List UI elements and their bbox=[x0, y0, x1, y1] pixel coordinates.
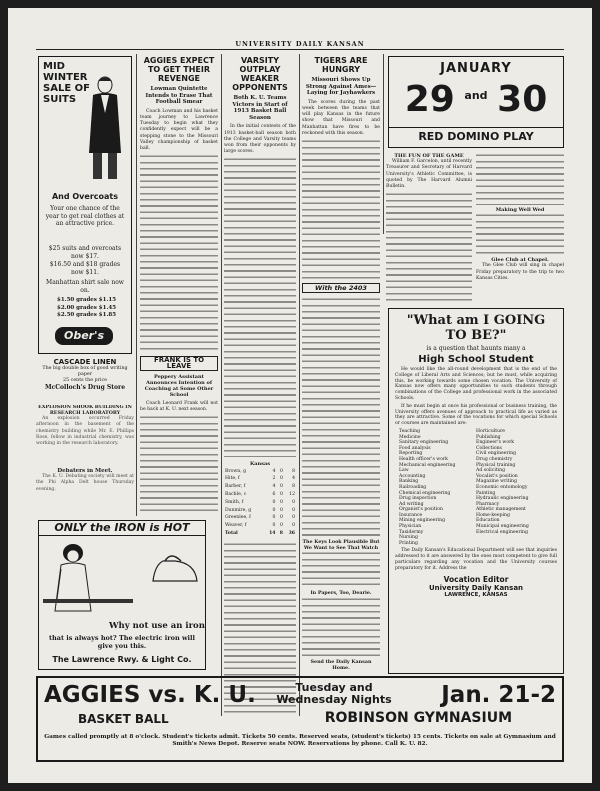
vocation-item: Chemical engineering bbox=[399, 490, 451, 496]
iron-tagline: that is always hot? The electric iron will give you this. bbox=[49, 634, 195, 650]
box-score-cell: 0 bbox=[279, 484, 283, 490]
newspaper-page bbox=[8, 8, 592, 783]
making-well-text bbox=[476, 213, 564, 255]
vocation-item: Publishing bbox=[476, 434, 501, 440]
box-score-row bbox=[224, 522, 296, 530]
tigers-deck: Missouri Shows Up Strong Against Ames—Laying for Jayhawkers bbox=[305, 77, 377, 97]
glee-headline: Glee Club at Chapel. bbox=[491, 257, 549, 264]
vocation-item: Reporting bbox=[399, 451, 423, 457]
cascade-title: CASCADE LINEN bbox=[53, 358, 117, 366]
keys-headline: The Keys Look Plausible But We Want to See That Watch bbox=[302, 539, 380, 551]
box-score-cell: 0 bbox=[279, 507, 283, 513]
varsity-article bbox=[224, 56, 296, 716]
vocation-item: Banking bbox=[399, 479, 419, 485]
frank-headline: FRANK IS TO LEAVE bbox=[140, 356, 218, 370]
vocation-item: Vocalist's position bbox=[476, 473, 518, 479]
box-score-cell: 4 bbox=[292, 476, 295, 482]
box-score-cell: 0 bbox=[272, 515, 276, 521]
shirt-price-item: $2.50 grades $1.85 bbox=[57, 312, 117, 318]
tigers-article bbox=[302, 56, 380, 716]
aggies-lead: Coach Lowman and his basket team journey to Lawrence Tuesday to begin what they confidently expect will be a stepping stone to the Missouri Valley championship of basket ball. bbox=[140, 108, 218, 151]
send-kansan-home: Send the Daily Kansan Home. bbox=[310, 658, 372, 671]
box-score-cell: 4 bbox=[272, 468, 276, 474]
hs-emphasis: High School Student bbox=[418, 354, 534, 365]
explosion-lead: An explosion occurred Friday afternoon in the basement of the chemistry building while Mr. E. Phillips Rose, fellow in industrial chemistry, was working in the research laboratory. bbox=[36, 416, 134, 446]
shirt-price-item: $2.00 grades $1.45 bbox=[57, 304, 117, 311]
frank-lead: Coach Leonard Frank will not be back at K. U. next season. bbox=[140, 400, 218, 412]
vocation-item: Mechanical engineering bbox=[399, 462, 456, 468]
woman-ironing-illustration-icon bbox=[43, 539, 133, 619]
banner-dates: Jan. 21-2 bbox=[441, 682, 556, 708]
vocation-item: Accounting bbox=[399, 473, 426, 479]
box-score-table bbox=[224, 468, 296, 538]
box-score-cell: Dunmire, g bbox=[225, 507, 252, 513]
hs-paper: University Daily Kansan bbox=[428, 583, 524, 592]
box-score-cell: Brown, g bbox=[225, 468, 247, 474]
banner-headline: AGGIES vs. K. U. bbox=[44, 682, 256, 708]
vocation-item: Economic entomology bbox=[476, 484, 528, 490]
box-score-cell: 0 bbox=[279, 468, 283, 474]
vocation-item: Printing bbox=[399, 540, 418, 546]
glee-text: The Glee Club will sing in chapel Friday preparatory to the trip to two Kansas Cities. bbox=[476, 263, 564, 281]
box-score-cell: 0 bbox=[272, 499, 276, 505]
notes-column bbox=[476, 153, 564, 303]
vocation-item: Nursing bbox=[399, 535, 418, 541]
electric-iron-ad bbox=[38, 520, 206, 670]
box-score-cell: Hite, f bbox=[225, 476, 240, 482]
column-divider bbox=[136, 54, 137, 516]
box-score-cell: Bachle, c bbox=[225, 491, 247, 497]
box-score-cell: Barber, f bbox=[225, 484, 246, 490]
vocation-item: Athletic management bbox=[476, 507, 526, 513]
dearie-headline: In Papers, Too, Dearie. bbox=[310, 590, 372, 597]
aggies-body-text bbox=[140, 154, 218, 350]
keys-text bbox=[302, 551, 380, 587]
vocation-item: Pharmacy bbox=[476, 501, 500, 507]
vocation-item: Taxidermy bbox=[399, 529, 424, 535]
vocation-item: Health officer's work bbox=[399, 456, 448, 462]
box-score-row bbox=[224, 499, 296, 507]
banner-nights: Tuesday and Wednesday Nights bbox=[276, 681, 392, 706]
overcoats-label: And Overcoats bbox=[51, 192, 118, 201]
vocation-item: Sanitary engineering bbox=[399, 440, 449, 446]
debaters-headline: Debaters in Meet. bbox=[57, 468, 113, 474]
red-domino-ad bbox=[388, 56, 564, 148]
box-score-cell: Smith, f bbox=[225, 499, 244, 505]
box-score-cell: 0 bbox=[272, 507, 276, 513]
box-score-cell: 0 bbox=[292, 515, 295, 521]
box-score-cell: 0 bbox=[279, 476, 283, 482]
vocation-item: Education bbox=[476, 518, 500, 524]
hs-intro: is a question that haunts many a bbox=[426, 345, 526, 352]
box-score-cell: 0 bbox=[279, 515, 283, 521]
vocation-item: Home-keeping bbox=[476, 512, 510, 518]
vocation-list-left bbox=[399, 429, 476, 546]
vocation-list bbox=[389, 427, 563, 548]
box-score-cell: 0 bbox=[292, 523, 295, 529]
vocation-item: Civil engineering bbox=[476, 451, 517, 457]
vocation-item: Ad soliciting bbox=[476, 468, 506, 474]
midwinter-pitch: Your one chance of the year to get real clothes at an attractive price. bbox=[45, 205, 125, 227]
notes-text bbox=[476, 153, 564, 205]
domino-and: and bbox=[464, 89, 488, 102]
vocation-item: Electrical engineering bbox=[476, 529, 528, 535]
domino-day-2: 30 bbox=[497, 79, 548, 120]
column-divider bbox=[221, 54, 222, 716]
shirt-sale-heading: Manhattan shirt sale now on. bbox=[46, 279, 124, 294]
scores-title: Kansas bbox=[249, 461, 271, 468]
vocation-item: Ad writing bbox=[399, 501, 424, 507]
box-score-cell: 4 bbox=[272, 484, 276, 490]
box-score-cell: 12 bbox=[289, 491, 295, 497]
box-score-cell: 0 bbox=[292, 507, 295, 513]
shirt-price-item: $1.50 grades $1.15 bbox=[57, 297, 117, 303]
fun-lead: William F. Garcelon, until recently Treasurer and Secretary of Harvard University's Athletic Committee, is quoted by The Harvard Alumni Bulletin. bbox=[386, 159, 472, 190]
basketball-banner-ad bbox=[36, 676, 564, 762]
box-score-total-cell: 8 bbox=[279, 530, 283, 536]
box-score-total-cell: 14 bbox=[269, 530, 276, 536]
cascade-store: McColloch's Drug Store bbox=[44, 384, 126, 391]
iron-company: The Lawrence Rwy. & Light Co. bbox=[52, 655, 192, 664]
box-score-row bbox=[224, 507, 296, 515]
making-well-headline: Making Well Wed bbox=[495, 207, 545, 213]
vocation-item: Magazine writing bbox=[476, 479, 517, 485]
domino-month: JANUARY bbox=[440, 61, 512, 76]
vocation-item: Insurance bbox=[399, 512, 423, 518]
domino-day-1: 29 bbox=[404, 79, 455, 120]
hs-closing: The Daily Kansan's Educational Department will see that inquiries addressed to it are answered by the ones most competent to give full particulars regarding any vocation and the University courses preparatory for it. Address the bbox=[395, 548, 557, 571]
box-score-cell: 0 bbox=[279, 499, 283, 505]
box-score-cell: 0 bbox=[279, 523, 283, 529]
banner-venue: ROBINSON GYMNASIUM bbox=[324, 710, 512, 726]
vocation-item: Horticulture bbox=[476, 428, 506, 434]
column-divider bbox=[383, 54, 384, 234]
cascade-line-2: 25 cents the price bbox=[63, 378, 107, 383]
column-divider bbox=[299, 54, 300, 716]
obers-logo: Ober's bbox=[55, 327, 113, 345]
banner-sport: BASKET BALL bbox=[78, 712, 169, 726]
gentleman-illustration-icon bbox=[81, 73, 129, 183]
dearie-text bbox=[302, 597, 380, 657]
frank-deck: Peppery Assistant Announces Intention of Coaching at Some Other School bbox=[144, 373, 214, 398]
aggies-article bbox=[140, 56, 218, 516]
hs-city: LAWRENCE, KANSAS bbox=[444, 591, 508, 598]
vocation-item: Drug chemistry bbox=[476, 456, 513, 462]
hs-body: He would like the all-round development that is the end of the College of Liberal Arts and Sciences; but he must, while acquiring this, be working towards some chosen vocation. The University of Kansas now offers many opportunities to such students through combinations of the College and professional work in the associated Schools. bbox=[395, 367, 557, 401]
domino-dates bbox=[389, 79, 563, 120]
box-score-row bbox=[224, 475, 296, 483]
tigers-lead: The scores during the past week between the teams that will play Kansas in the future show that Missouri and Manhattan have fires to be reckoned with this season. bbox=[302, 99, 380, 136]
box-score-cell: 0 bbox=[279, 491, 283, 497]
vocation-item: Law bbox=[399, 468, 409, 474]
vocation-item: Medicine bbox=[399, 434, 421, 440]
iron-question: Why not use an iron bbox=[109, 621, 205, 631]
tigers-body-text bbox=[302, 139, 380, 279]
vocation-list-right bbox=[476, 429, 553, 546]
vocation-item: Engineer's work bbox=[476, 440, 515, 446]
vocation-item: Municipal engineering bbox=[476, 524, 529, 530]
explosion-article bbox=[36, 405, 134, 467]
fun-headline: THE FUN OF THE GAME bbox=[394, 153, 464, 159]
debaters-article bbox=[36, 468, 134, 516]
iron-illustration-icon bbox=[149, 549, 201, 589]
vocation-item: Organist's position bbox=[399, 507, 443, 513]
vocation-item: Drug inspection bbox=[399, 496, 437, 502]
hs-headline: "What am I GOING TO BE?" bbox=[406, 313, 546, 343]
box-score-cell: 8 bbox=[292, 468, 295, 474]
varsity-body-text bbox=[224, 157, 296, 457]
box-score-total-cell: Total bbox=[225, 530, 238, 536]
masthead-rule bbox=[36, 49, 564, 50]
tigers-headline: TIGERS ARE HUNGRY bbox=[314, 56, 368, 74]
varsity-headline: VARSITY OUTPLAY WEAKER OPPONENTS bbox=[232, 56, 288, 92]
fun-body-text bbox=[386, 192, 472, 302]
box-score-cell: Greenlee, f bbox=[225, 515, 251, 521]
aggies-deck: Lowman Quintette Intends to Erase That Football Smear bbox=[145, 86, 213, 106]
vocation-item: Physical training bbox=[476, 462, 516, 468]
midwinter-title: MID WINTER SALE OF SUITS bbox=[43, 61, 90, 105]
debaters-lead: The K. U. Debating society will meet at the Phi Alpha Delt house Thursday evening. bbox=[36, 474, 134, 492]
box-score-cell: 0 bbox=[292, 499, 295, 505]
vocation-item: Physician bbox=[399, 524, 422, 530]
box-score-cell: 0 bbox=[272, 523, 276, 529]
varsity-deck: Both K. U. Teams Victors in Start of 1913 Basket Ball Season bbox=[232, 95, 288, 121]
box-score-cell: 2 bbox=[272, 476, 276, 482]
varsity-lead: In the initial contests of the 1913 basket-ball season both the College and Varsity teams won from their opponents by large scores. bbox=[224, 124, 296, 155]
box-score-row bbox=[224, 514, 296, 522]
cascade-linen-ad bbox=[36, 358, 134, 404]
frank-body-text bbox=[140, 415, 218, 516]
box-score-cell: 6 bbox=[272, 491, 276, 497]
iron-headline: ONLY the IRON is HOT bbox=[39, 521, 205, 536]
vocation-item: Hydraulic engineering bbox=[476, 496, 529, 502]
with-2403-box: With the 2403 bbox=[302, 283, 380, 293]
box-score-row bbox=[224, 483, 296, 491]
vocation-item: Railroading bbox=[399, 484, 427, 490]
explosion-headline: EXPLOSION SHOOK BUILDING IN RESEARCH LABORATORY bbox=[38, 405, 132, 416]
hs-vocation-editor: Vocation Editor bbox=[443, 574, 509, 584]
vocation-item: Teaching bbox=[399, 428, 421, 434]
box-score-row bbox=[224, 491, 296, 499]
vocation-item: Mining engineering bbox=[399, 518, 446, 524]
box-score-total-cell: 36 bbox=[288, 530, 295, 536]
vocation-item: Collections bbox=[476, 445, 502, 451]
box-score-total-row bbox=[224, 530, 296, 538]
masthead: UNIVERSITY DAILY KANSAN bbox=[235, 40, 365, 48]
box-score-cell: Weaver, f bbox=[225, 523, 247, 529]
domino-event: RED DOMINO PLAY bbox=[389, 127, 563, 143]
box-score-cell: 8 bbox=[292, 484, 295, 490]
midwinter-prices-1: $25 suits and overcoats now $17. bbox=[48, 245, 122, 260]
midwinter-prices-2: $16.50 and $18 grades now $11. bbox=[49, 261, 121, 276]
tigers-column-text bbox=[302, 297, 380, 537]
hs-para-2: If he must begin at once his professional or business training, the University offers avenues of approach to practical life as varied as they are attractive. Some of the vocations for which special Schools or courses are maintained are: bbox=[395, 403, 557, 427]
high-school-student-ad bbox=[388, 308, 564, 674]
shirt-price-list bbox=[57, 297, 116, 320]
cascade-line-1: The big double box of good writing paper bbox=[42, 366, 128, 377]
vocation-item: Food analysis bbox=[399, 445, 431, 451]
box-score-row bbox=[224, 468, 296, 476]
fun-of-game-article bbox=[386, 153, 472, 303]
midwinter-sale-ad bbox=[38, 56, 132, 354]
banner-fine-print: Games called promptly at 8 o'clock. Student's tickets admit. Tickets 50 cents. Reserved seats, (student's tickets) 15 cents. Tickets on sale at Gymnasium and Smith's News Depot. Reserve seats NOW. Reservations by phone. Call K. U. 82. bbox=[44, 734, 556, 748]
vocation-item: Painting bbox=[476, 490, 496, 496]
aggies-headline: AGGIES EXPECT TO GET THEIR REVENGE bbox=[143, 56, 215, 83]
